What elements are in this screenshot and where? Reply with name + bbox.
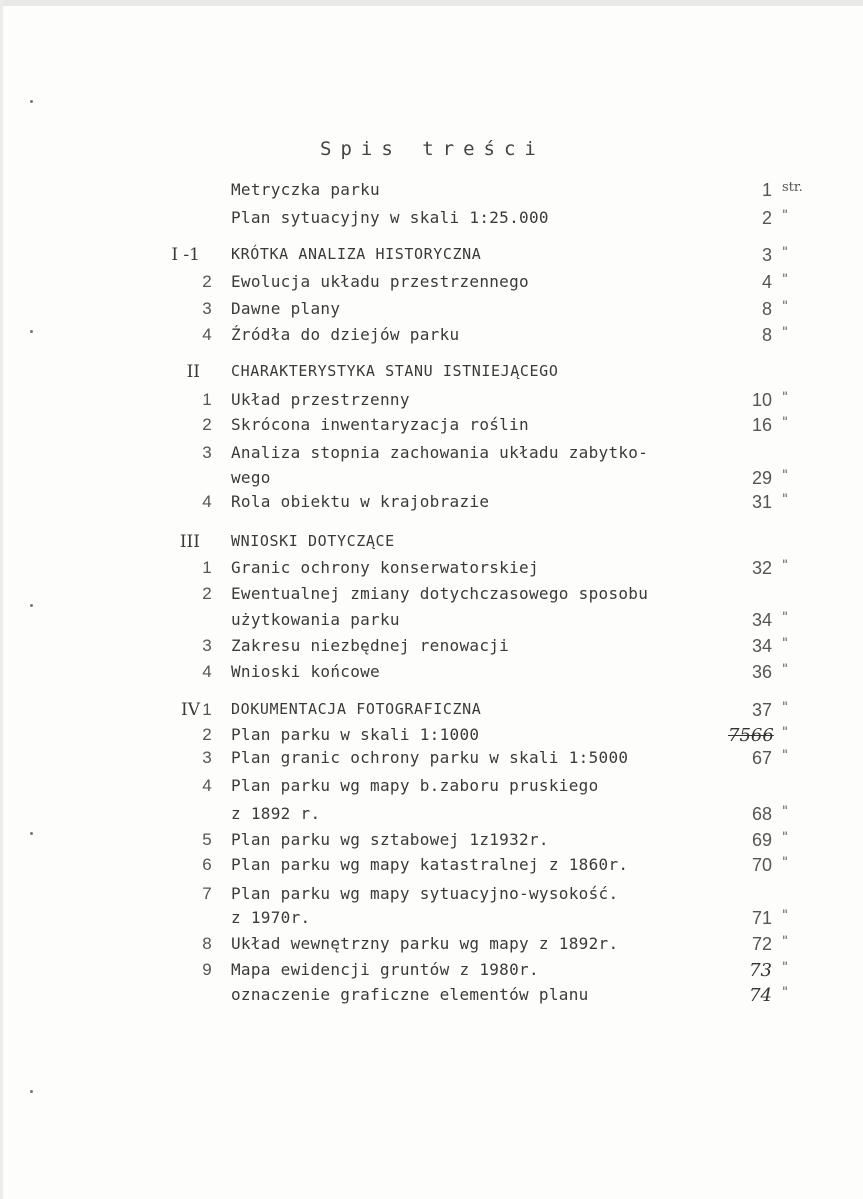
toc-entry — [0, 960, 863, 984]
subsection-number: 1 — [202, 700, 212, 719]
entry-text: Mapa ewidencji gruntów z 1980r. — [231, 960, 539, 979]
entry-text: Dawne plany — [231, 299, 341, 318]
entry-text: z 1892 r. — [231, 804, 321, 823]
entry-text: Ewolucja układu przestrzennego — [231, 272, 529, 291]
page-number: 71 — [751, 908, 772, 928]
scan-edge-top — [0, 0, 863, 6]
ditto-mark: " — [782, 934, 788, 949]
entry-text: użytkowania parku — [231, 610, 400, 629]
subsection-number: 3 — [202, 636, 212, 655]
toc-entry — [0, 532, 863, 556]
page-number: 37 — [751, 700, 772, 720]
page-title: Spis treści — [320, 138, 545, 160]
subsection-number: 3 — [202, 443, 212, 462]
ditto-mark: " — [782, 855, 788, 870]
entry-text: DOKUMENTACJA FOTOGRAFICZNA — [231, 700, 482, 718]
toc-entry — [0, 415, 863, 439]
page-number-corrected: 7566 — [728, 725, 774, 746]
page-number: 8 — [761, 299, 772, 319]
toc-entry — [0, 299, 863, 323]
page-number: 8 — [761, 325, 772, 345]
ditto-mark: " — [782, 272, 788, 287]
toc-entry — [0, 558, 863, 582]
entry-text: Skrócona inwentaryzacja roślin — [231, 415, 529, 434]
toc-entry — [0, 855, 863, 879]
subsection-number: 2 — [202, 725, 212, 744]
subsection-number: 4 — [202, 325, 212, 344]
entry-text: WNIOSKI DOTYCZĄCE — [231, 532, 395, 550]
page-number: 31 — [751, 492, 772, 512]
ditto-mark: " — [782, 558, 788, 573]
entry-text: Plan sytuacyjny w skali 1:25.000 — [231, 208, 549, 227]
toc-entry — [0, 830, 863, 854]
subsection-number: 6 — [202, 855, 212, 874]
ditto-mark: " — [782, 468, 788, 483]
section-roman: III — [179, 532, 200, 552]
page-number: 67 — [751, 748, 772, 768]
toc-entry — [0, 362, 863, 386]
subsection-number: 8 — [202, 934, 212, 953]
ditto-mark: " — [782, 830, 788, 845]
page-number-handwritten: 74 — [749, 985, 772, 1006]
page-number: 34 — [751, 636, 772, 656]
toc-entry — [0, 725, 863, 749]
page-number: 3 — [761, 245, 772, 265]
ditto-mark: " — [782, 299, 788, 314]
ditto-mark: " — [782, 725, 788, 740]
page-number: 36 — [751, 662, 772, 682]
subsection-number: 2 — [202, 415, 212, 434]
toc-entry — [0, 208, 863, 232]
entry-text: Plan parku wg sztabowej 1z1932r. — [231, 830, 549, 849]
section-roman: I -1 — [171, 245, 200, 265]
ditto-mark: " — [782, 245, 788, 260]
section-roman: II — [186, 362, 200, 382]
ditto-mark: " — [782, 960, 788, 975]
ditto-mark: " — [782, 662, 788, 677]
ditto-mark: " — [782, 748, 788, 763]
ditto-mark: " — [782, 610, 788, 625]
entry-text: Granic ochrony konserwatorskiej — [231, 558, 539, 577]
punch-mark — [30, 1090, 33, 1093]
subsection-number: 4 — [202, 662, 212, 681]
subsection-number: 5 — [202, 830, 212, 849]
toc-entry — [0, 662, 863, 686]
entry-text: Plan parku wg mapy sytuacyjno-wysokość. — [231, 884, 619, 903]
entry-text: wego — [231, 468, 271, 487]
toc-entry — [0, 468, 863, 492]
subsection-number: 2 — [202, 584, 212, 603]
toc-entry — [0, 443, 863, 467]
ditto-mark: " — [782, 208, 788, 223]
page-number: 10 — [751, 390, 772, 410]
entry-text: Metryczka parku — [231, 180, 380, 199]
toc-entry — [0, 492, 863, 516]
toc-entry — [0, 584, 863, 608]
subsection-number: 1 — [202, 558, 212, 577]
entry-text: Układ wewnętrzny parku wg mapy z 1892r. — [231, 934, 619, 953]
toc-entry — [0, 934, 863, 958]
page-number: 16 — [751, 415, 772, 435]
subsection-number: 2 — [202, 272, 212, 291]
punch-mark — [30, 100, 33, 103]
ditto-mark: " — [782, 492, 788, 507]
entry-text: Ewentualnej zmiany dotychczasowego sposobu — [231, 584, 649, 603]
subsection-number: 4 — [202, 776, 212, 795]
ditto-mark: " — [782, 908, 788, 923]
entry-text: Układ przestrzenny — [231, 390, 410, 409]
toc-entry — [0, 985, 863, 1009]
entry-text: KRÓTKA ANALIZA HISTORYCZNA — [231, 245, 482, 263]
toc-entry — [0, 272, 863, 296]
toc-entry — [0, 245, 863, 269]
page-number: 2 — [761, 208, 772, 228]
ditto-mark: " — [782, 804, 788, 819]
entry-text: Plan parku wg mapy b.zaboru pruskiego — [231, 776, 599, 795]
ditto-mark: " — [782, 415, 788, 430]
toc-entry — [0, 884, 863, 908]
entry-text: Zakresu niezbędnej renowacji — [231, 636, 510, 655]
toc-entry — [0, 390, 863, 414]
subsection-number: 3 — [202, 748, 212, 767]
subsection-number: 4 — [202, 492, 212, 511]
toc-entry — [0, 636, 863, 660]
section-roman: IV — [181, 700, 200, 720]
subsection-number: 9 — [202, 960, 212, 979]
page-number: 1 — [761, 180, 772, 200]
page-number: 69 — [751, 830, 772, 850]
entry-text: z 1970r. — [231, 908, 311, 927]
ditto-mark: " — [782, 985, 788, 1000]
ditto-mark: " — [782, 390, 788, 405]
toc-entry — [0, 610, 863, 634]
page-number-handwritten: 73 — [749, 960, 772, 981]
toc-entry — [0, 325, 863, 349]
page-number: 4 — [761, 272, 772, 292]
page-number: 34 — [751, 610, 772, 630]
toc-entry — [0, 908, 863, 932]
entry-text: Plan parku w skali 1:1000 — [231, 725, 480, 744]
entry-text: CHARAKTERYSTYKA STANU ISTNIEJĄCEGO — [231, 362, 559, 380]
ditto-mark: str. — [782, 180, 803, 195]
page-number: 70 — [751, 855, 772, 875]
ditto-mark: " — [782, 636, 788, 651]
entry-text: oznaczenie graficzne elementów planu — [231, 985, 589, 1004]
subsection-number: 3 — [202, 299, 212, 318]
page-number: 68 — [751, 804, 772, 824]
ditto-mark: " — [782, 700, 788, 715]
entry-text: Plan parku wg mapy katastralnej z 1860r. — [231, 855, 629, 874]
entry-text: Rola obiektu w krajobrazie — [231, 492, 490, 511]
page-number: 32 — [751, 558, 772, 578]
toc-entry — [0, 776, 863, 800]
toc-entry — [0, 700, 863, 724]
toc-entry — [0, 804, 863, 828]
entry-text: Źródła do dziejów parku — [231, 325, 460, 344]
entry-text: Plan granic ochrony parku w skali 1:5000 — [231, 748, 629, 767]
page-number: 72 — [751, 934, 772, 954]
subsection-number: 7 — [202, 884, 212, 903]
toc-entry — [0, 748, 863, 772]
subsection-number: 1 — [202, 390, 212, 409]
toc-entry — [0, 180, 863, 204]
entry-text: Analiza stopnia zachowania układu zabytko- — [231, 443, 649, 462]
page-number: 29 — [751, 468, 772, 488]
entry-text: Wnioski końcowe — [231, 662, 380, 681]
ditto-mark: " — [782, 325, 788, 340]
